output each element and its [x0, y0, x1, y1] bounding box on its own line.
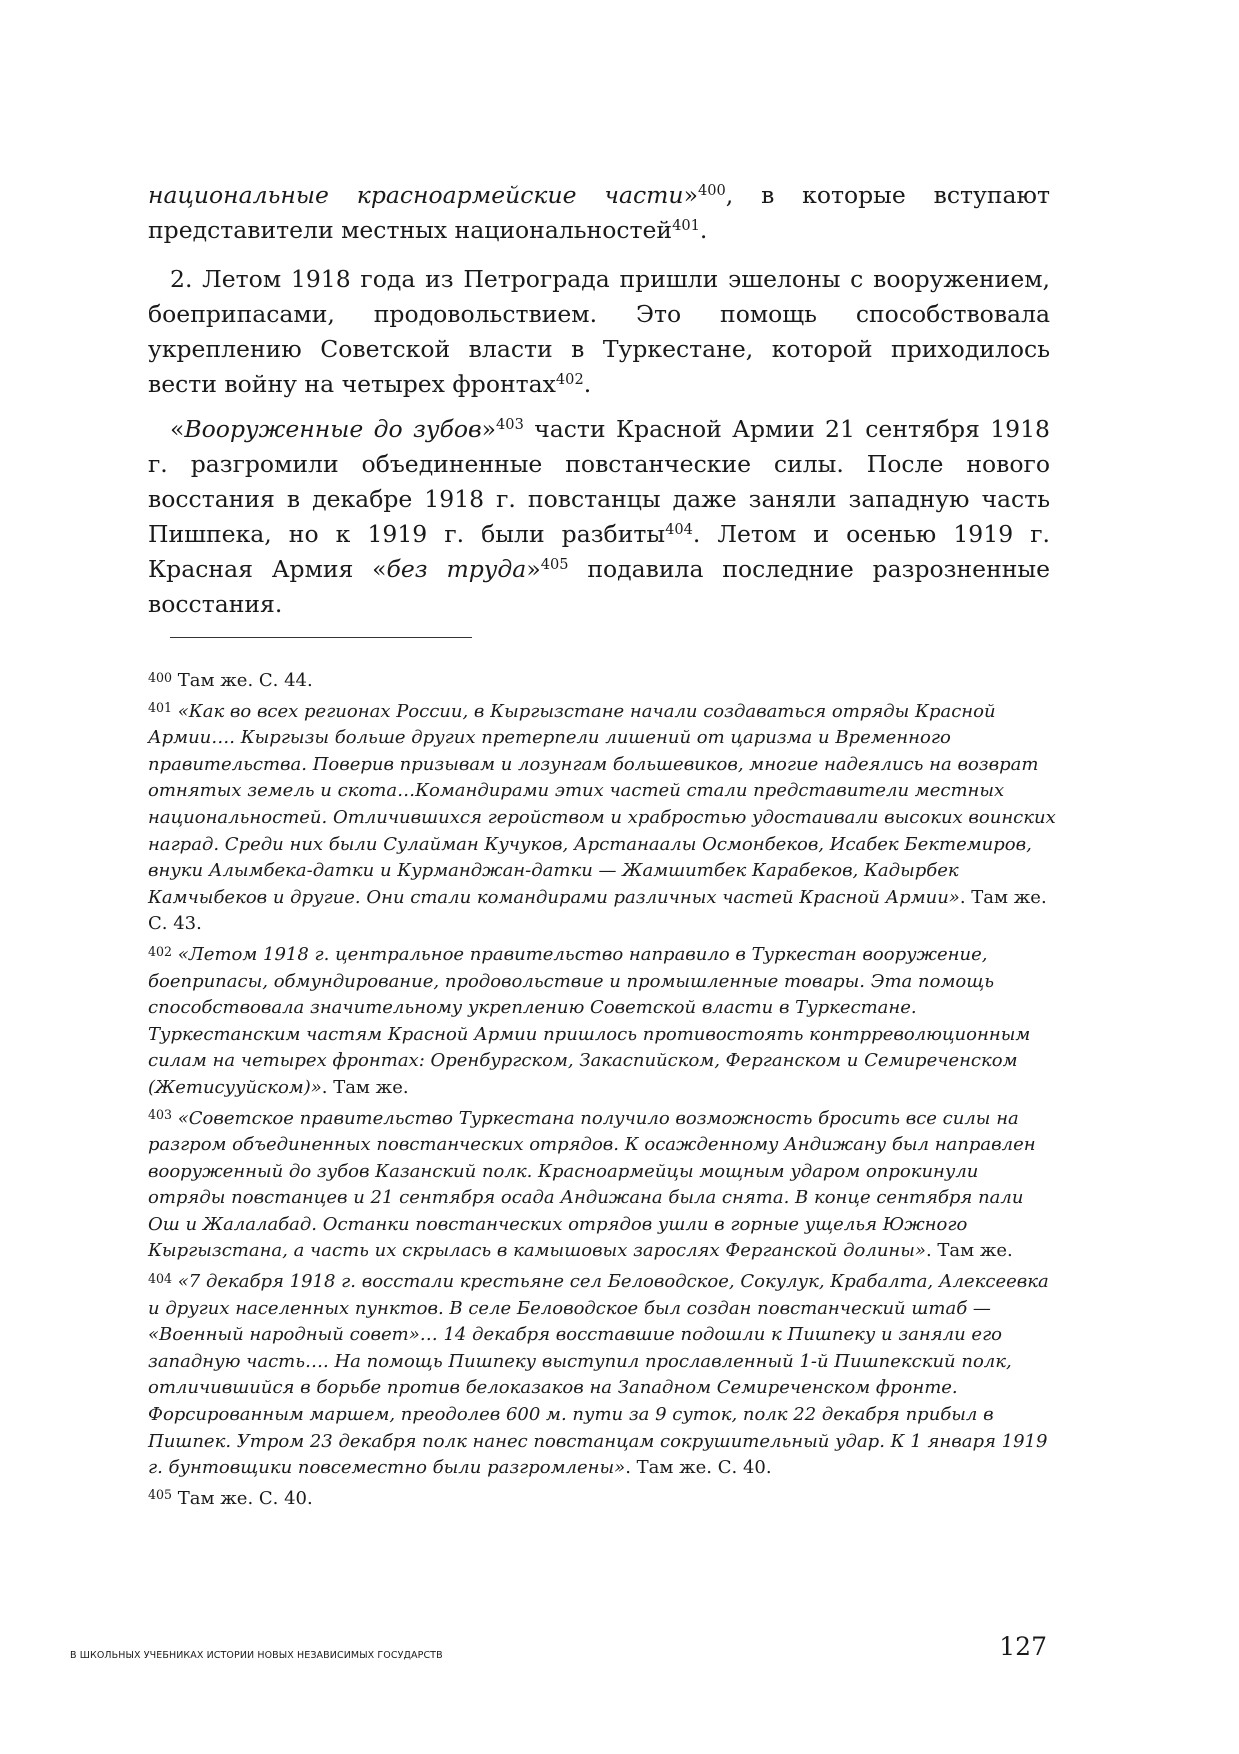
- quote-mark: »: [481, 415, 497, 443]
- running-footer: В ШКОЛЬНЫХ УЧЕБНИКАХ ИСТОРИИ НОВЫХ НЕЗАВИСИМЫХ ГОСУДАРСТВ: [70, 1650, 443, 1661]
- footnote-ref: 403: [496, 416, 524, 433]
- footnote-405: [148, 1486, 1058, 1513]
- footnote-text: . Там же. С. 43.: [148, 886, 1047, 935]
- footnote-text: . Там же. С. 40.: [625, 1457, 772, 1479]
- punctuation: .: [583, 370, 592, 398]
- paragraph-text: части Красной Армии 21 сентября 1918 г. разгромили объединенные повстанческие силы. После нового восстания в декабре 1918 г. повстанцы даже заняли западную часть Пишпека, но к 1919 г. были разбиты: [148, 415, 1051, 548]
- footnote-number: 400: [148, 669, 173, 685]
- footnote-divider: [170, 637, 472, 638]
- body-paragraph-3: [148, 412, 1050, 622]
- footnote-403: [148, 1106, 1058, 1266]
- footnote-404: [148, 1269, 1058, 1482]
- body-paragraph-2: [148, 262, 1050, 402]
- footnote-ref: 400: [697, 182, 726, 199]
- footnote-text: . Там же.: [925, 1240, 1013, 1262]
- footnote-402: [148, 942, 1058, 1102]
- footnote-quote: «Как во всех регионах России, в Кыргызстане начали создаваться отряды Красной Армии…. Кыргызы больше других претерпели лишений от царизма и Временного правительства. Поверив призывам и лозунгам большевиков, многие надеялись на возврат отнятых земель и скота…Командирами этих частей стали представители местных национальностей. Отличившихся геройством и храбростью удостаивали высоких воинских наград. Среди них были Сулайман Кучуков, Арстанаалы Осмонбеков, Исабек Бектемиров, внуки Алымбека-датки и Курманджан-датки — Жамшитбек Карабеков, Кадырбек Камчыбеков и другие. Они стали командирами различных частей Красной Армии»: [148, 700, 1056, 908]
- italic-quote: без труда: [386, 555, 527, 583]
- footnote-ref: 405: [540, 556, 569, 573]
- page-number: 127: [999, 1632, 1047, 1661]
- footnote-text: . Там же.: [321, 1076, 409, 1098]
- footnote-quote: «7 декабря 1918 г. восстали крестьяне сел Беловодское, Сокулук, Крабалта, Алексеевка и других населенных пунктов. В селе Беловодское был создан повстанческий штаб — «Военный народный совет»… 14 декабря восставшие подошли к Пишпеку и заняли его западную часть…. На помощь Пишпеку выступил прославленный 1-й Пишпекский полк, отличившийся в борьбе против белоказаков на Западном Семиреченском фронте. Форсированным маршем, преодолев 600 м. пути за 9 суток, полк 22 декабря прибыл в Пишпек. Утром 23 декабря полк нанес повстанцам сокрушительный удар. К 1 января 1919 г. бунтовщики повсеместно были разгромлены»: [148, 1271, 1049, 1479]
- footnote-number: 402: [148, 943, 173, 959]
- body-paragraph-1: [148, 178, 1050, 248]
- footnote-ref: 401: [672, 217, 700, 234]
- italic-quote: Вооруженные до зубов: [184, 415, 482, 443]
- footnote-number: 403: [148, 1107, 173, 1123]
- footnote-number: 401: [148, 700, 173, 716]
- footnote-ref: 402: [555, 371, 584, 388]
- footnote-text: Там же. С. 40.: [172, 1487, 313, 1509]
- footnote-number: 405: [148, 1487, 173, 1503]
- footnote-number: 404: [148, 1270, 173, 1286]
- footnote-400: [148, 668, 1058, 695]
- quote-mark: »: [526, 555, 541, 583]
- footnote-quote: «Летом 1918 г. центральное правительство направило в Туркестан вооружение, боеприпасы, обмундирование, продовольствие и промышленные товары. Эта помощь способствовала значительному укреплению Советской власти в Туркестане. Туркестанским частям Красной Армии пришлось противостоять контрреволюционным силам на четырех фронтах: Оренбургском, Закаспийском, Ферганском и Семиреченском (Жетисууйском)»: [148, 943, 1031, 1098]
- footnote-quote: «Советское правительство Туркестана получило возможность бросить все силы на разгром объединенных повстанческих отрядов. К осажденному Андижану был направлен вооруженный до зубов Казанский полк. Красноармейцы мощным ударом опрокинули отряды повстанцев и 21 сентября осада Андижана была снята. В конце сентября пали Ош и Жалалабад. Останки повстанческих отрядов ушли в горные ущелья Южного Кыргызстана, а часть их скрылась в камышовых зарослях Ферганской долины»: [148, 1107, 1036, 1262]
- quote-mark: »: [683, 181, 698, 209]
- paragraph-text: . Летом и осенью 1919 г. Красная Армия «: [148, 520, 1050, 583]
- paragraph-text: 2. Летом 1918 года из Петрограда пришли эшелоны с вооружением, боеприпасами, продовольствием. Это помощь способствовала укреплению Советской власти в Туркестане, которой приходилось вести войну на четырех фронтах: [148, 265, 1050, 398]
- footnote-ref: 404: [665, 521, 693, 538]
- quote-mark: «: [170, 415, 185, 443]
- paragraph-text: , в которые вступают представители местных национальностей: [148, 181, 1050, 244]
- footnote-401: [148, 699, 1058, 938]
- paragraph-text: подавила последние разрозненные восстания.: [148, 555, 1050, 618]
- punctuation: .: [699, 216, 708, 244]
- italic-quote: национальные красноармейские части: [148, 181, 684, 209]
- footnotes-section: [148, 668, 1058, 1516]
- footnote-text: Там же. С. 44.: [172, 670, 313, 691]
